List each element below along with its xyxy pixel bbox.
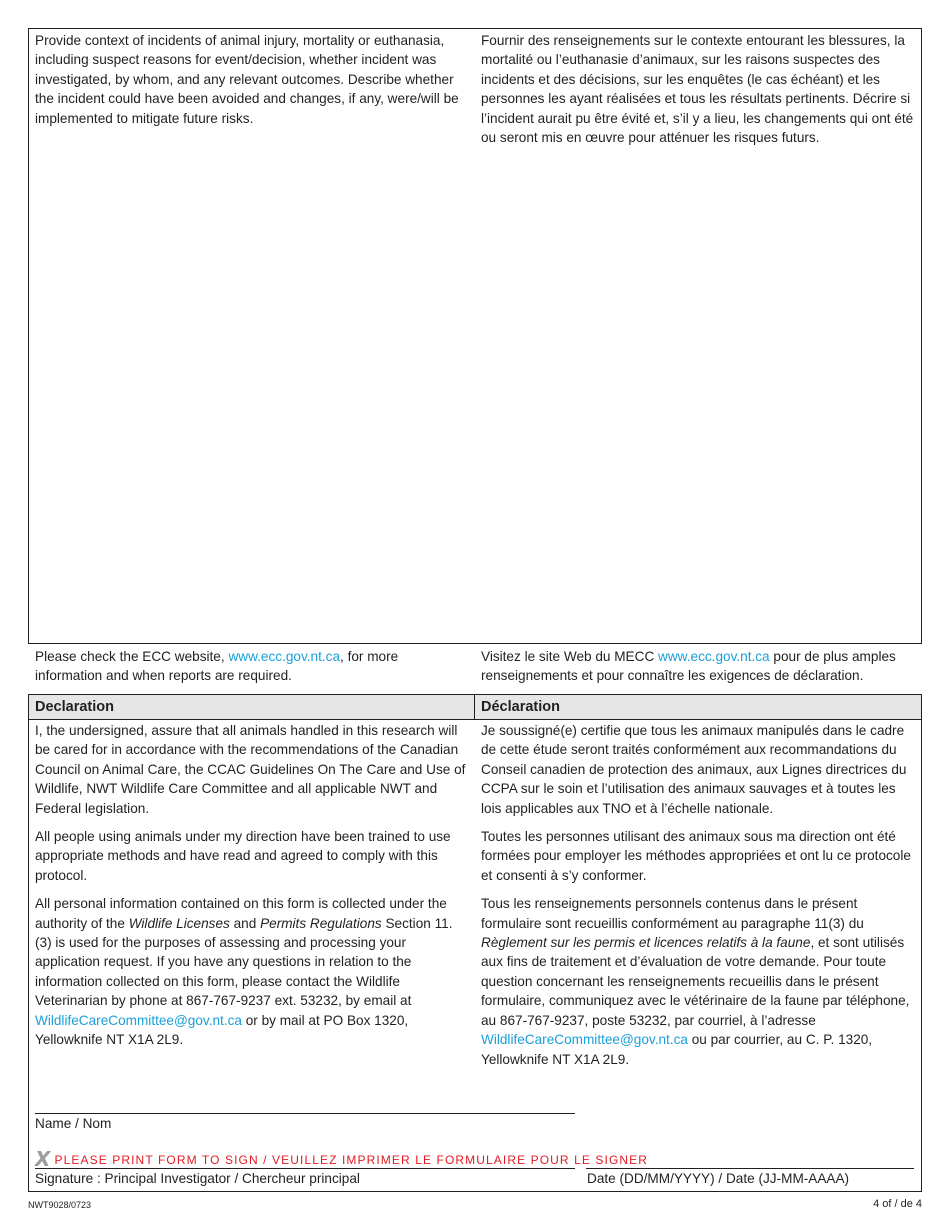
declaration-divider: [474, 695, 475, 719]
context-instructions-en: Provide context of incidents of animal injury, mortality or euthanasia, including suspect reasons for event/decision, whether incident was investigated, by whom, and any relevant outcomes. Describe whether the incident could have been avoided and changes, if any, were/will be implemented to mitigate future risks.: [35, 33, 459, 126]
wildlife-care-email-link[interactable]: WildlifeCareCommittee@gov.nt.ca: [35, 1012, 242, 1028]
signature-x-icon: X: [35, 1147, 52, 1171]
declaration-paragraph-1-fr: Je soussigné(e) certifie que tous les animaux manipulés dans le cadre de cette étude seront traités conformément aux recommandations du Conseil canadien de protection des animaux, aux Lignes directrices du CCPA sur le soin et l’utilisation des animaux sauvages et à toutes les lois applicables aux TNO et à l’échelle nationale.: [481, 723, 907, 816]
website-note-fr: Visitez le site Web du MECC www.ecc.gov.nt.ca pour de plus amples renseignements et pour connaître les exigences de déclaration.: [481, 649, 896, 684]
declaration-heading-en: Declaration: [29, 695, 475, 720]
signature-label: Signature : Principal Investigator / Chercheur principal: [35, 1171, 360, 1186]
page-number: 4 of / de 4: [873, 1198, 922, 1210]
declaration-text-en: [35, 721, 467, 1059]
ecc-website-link[interactable]: www.ecc.gov.nt.ca: [228, 649, 341, 664]
name-label: Name / Nom: [35, 1116, 112, 1131]
ecc-website-link-fr[interactable]: www.ecc.gov.nt.ca: [658, 649, 770, 664]
privacy-notice-fr: Tous les renseignements personnels contenus dans le présent formulaire sont recueillis conformément au paragraphe 11(3) du Règlement sur les permis et licences relatifs à la faune, et sont utilisés aux fins de traitement et d’évaluation de votre demande. Pour toute question concernant les renseignements recueillis dans le présent formulaire, communiquez avec le vétérinaire de la faune par téléphone, au 867-767-9237, poste 53232, par courriel, à l’adresse WildlifeCareCommittee@gov.nt.ca ou par courrier, au C. P. 1320, Yellowknife NT X1A 2L9.: [481, 896, 910, 1067]
privacy-notice-en: All personal information contained on this form is collected under the authority of the Wildlife Licenses and Permits Regulations Section 11.(3) is used for the purposes of assessing and processing your application request. If you have any questions in relation to the information collected on this form, please contact the Wildlife Veterinarian by phone at 867-767-9237 ext. 53232, by email at WildlifeCareCommittee@gov.nt.ca or by mail at PO Box 1320, Yellowknife NT X1A 2L9.: [35, 896, 453, 1048]
wildlife-care-email-link-fr[interactable]: WildlifeCareCommittee@gov.nt.ca: [481, 1032, 688, 1048]
declaration-paragraph-2-fr: Toutes les personnes utilisant des animaux sous ma direction ont été formées pour employer les méthodes appropriées et ont lu ce protocole et consenti à s’y conformer.: [481, 829, 911, 883]
name-field-line[interactable]: [35, 1113, 575, 1114]
website-note-en: Please check the ECC website, www.ecc.gov.nt.ca, for more information and when reports are required.: [35, 649, 399, 684]
print-to-sign-note: XPLEASE PRINT FORM TO SIGN / VEUILLEZ IMPRIMER LE FORMULAIRE POUR LE SIGNER: [35, 1147, 649, 1171]
declaration-text-fr: [481, 721, 917, 1078]
date-label: Date (DD/MM/YYYY) / Date (JJ-MM-AAAA): [587, 1171, 850, 1186]
declaration-paragraph-1-en: I, the undersigned, assure that all animals handled in this research will be cared for in accordance with the recommendations of the Canadian Council on Animal Care, the CCAC Guidelines On The Care and Use of Wildlife, NWT Wildlife Care Committee and all applicable NWT and Federal legislation.: [35, 723, 466, 816]
context-instructions-fr: Fournir des renseignements sur le contexte entourant les blessures, la mortalité ou l’euthanasie d’animaux, sur les raisons suspectes des incidents et des décisions, sur les enquêtes (le cas échéant) et les personnes les ayant réalisées et tous les résultats pertinents. Décrire si l’incident aurait pu être évité et, s’il y a lieu, les changements qui ont été ou seront mis en œuvre pour atténuer les risques futurs.: [481, 33, 914, 146]
declaration-heading-fr: Déclaration: [475, 695, 921, 720]
declaration-paragraph-2-en: All people using animals under my direction have been trained to use appropriate methods and have read and agreed to comply with this protocol.: [35, 829, 451, 883]
form-number: NWT9028/0723: [28, 1200, 92, 1210]
